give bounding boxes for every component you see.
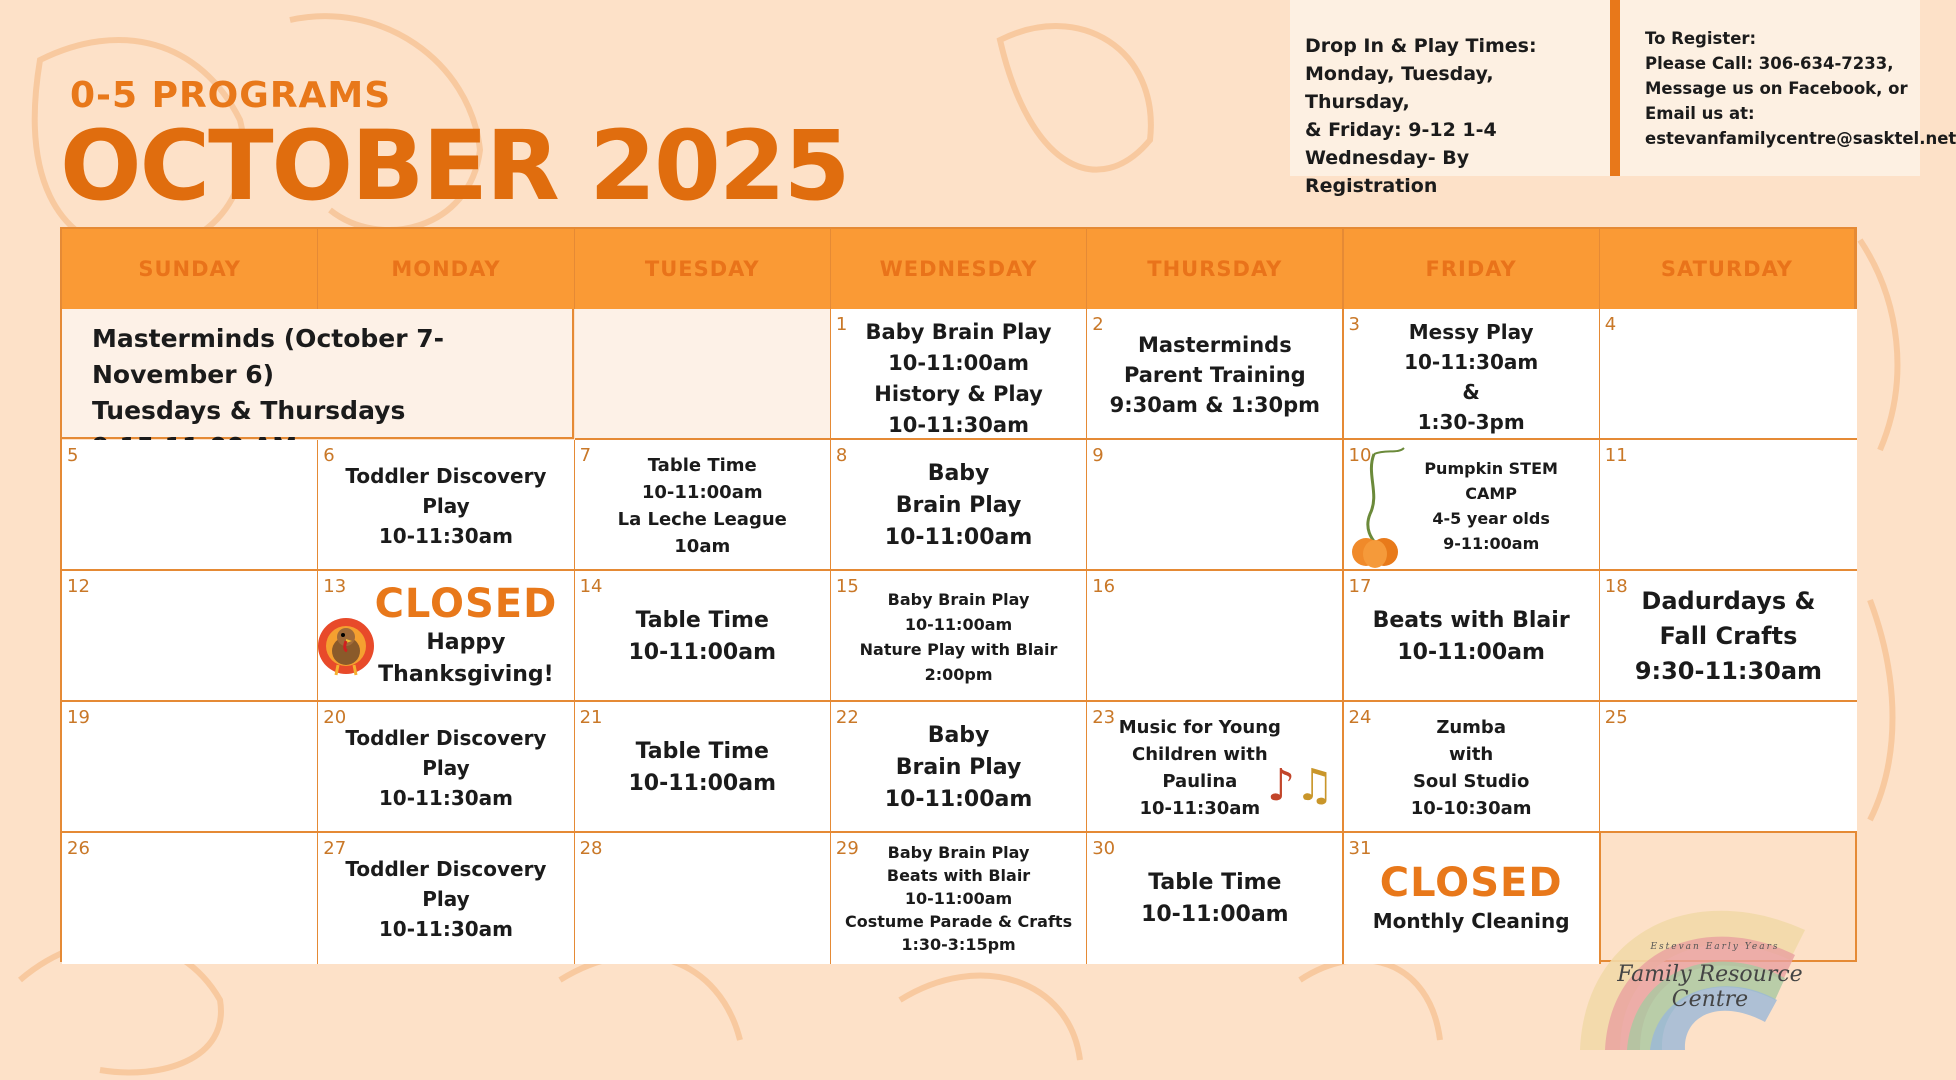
day-number: 6	[323, 445, 335, 466]
day-number: 1	[835, 314, 848, 335]
day-number: 16	[1092, 576, 1116, 597]
day-number: 25	[1604, 707, 1628, 728]
day-cell	[318, 833, 575, 964]
event-line: 9:30-11:30am	[1634, 657, 1823, 685]
event-line: Play	[422, 755, 470, 780]
event-line: CAMP	[1465, 483, 1518, 503]
day-cell	[1087, 440, 1344, 571]
logo-script-text: Family Resource Centre	[1617, 962, 1803, 1012]
day-cell	[1600, 702, 1857, 833]
event-text	[1600, 584, 1857, 689]
event-text	[1087, 867, 1342, 931]
day-number: 15	[835, 576, 859, 597]
day-header-friday: FRIDAY	[1344, 229, 1601, 309]
day-number: 10	[1348, 445, 1372, 466]
day-header-sunday: SUNDAY	[62, 229, 319, 309]
event-line: 10-11:00am	[628, 639, 777, 665]
event-line: Monthly Cleaning	[1372, 908, 1570, 933]
day-header-wednesday: WEDNESDAY	[831, 229, 1088, 309]
event-line: 10-11:00am	[904, 614, 1013, 634]
closed-label: CLOSED	[374, 580, 558, 627]
day-number: 9	[1092, 445, 1104, 466]
day-cell	[575, 309, 832, 440]
day-number: 8	[835, 445, 848, 466]
event-text	[318, 461, 573, 551]
register-line: Message us on Facebook, or	[1645, 79, 1908, 98]
masterminds-banner	[62, 309, 574, 439]
pumpkin-icon	[1346, 444, 1406, 569]
event-line: Beats with Blair	[886, 866, 1031, 885]
drop-in-line: & Friday: 9-12 1-4	[1305, 119, 1497, 141]
day-cell	[831, 702, 1088, 833]
event-line: 10-11:00am	[628, 770, 777, 796]
event-line: 10-11:00am	[641, 481, 763, 503]
logo-small-text: Estevan Early Years	[1650, 942, 1780, 952]
day-cell	[1344, 702, 1601, 833]
drop-in-line: Wednesday- By Registration	[1305, 147, 1470, 197]
day-number: 5	[67, 445, 79, 466]
day-number: 23	[1092, 707, 1116, 728]
register-line: Please Call: 306-634-7233,	[1645, 54, 1894, 73]
day-number: 28	[579, 838, 603, 859]
event-line: Baby Brain Play	[887, 589, 1030, 609]
event-line: 10-11:30am	[378, 916, 514, 941]
event-line: Brain Play	[895, 492, 1022, 518]
event-line: 10-11:30am	[378, 785, 514, 810]
day-number: 12	[67, 576, 90, 597]
day-number: 18	[1604, 576, 1628, 597]
day-cell	[62, 833, 319, 964]
event-line: Music for Young	[1118, 716, 1281, 738]
event-line: Toddler Discovery	[345, 463, 547, 488]
month-title: OCTOBER 2025	[60, 110, 849, 222]
day-header-thursday: THURSDAY	[1087, 229, 1344, 309]
day-cell	[318, 571, 575, 702]
event-line: Children with	[1132, 743, 1268, 765]
day-cell	[62, 571, 319, 702]
event-line: Dadurdays &	[1641, 587, 1816, 615]
day-number: 20	[323, 707, 347, 728]
event-line: Parent Training	[1123, 362, 1306, 387]
register-info-box	[1620, 0, 1956, 176]
event-line: 1:30-3pm	[1417, 410, 1525, 434]
event-text	[358, 581, 573, 691]
event-line: 9:30am & 1:30pm	[1109, 392, 1321, 417]
day-number: 24	[1348, 707, 1372, 728]
event-line: 4-5 year olds	[1432, 508, 1550, 528]
event-line: 10-11:00am	[884, 524, 1033, 550]
event-line: Masterminds	[1137, 332, 1292, 357]
day-cell	[831, 571, 1088, 702]
register-email: estevanfamilycentre@sasktel.net	[1645, 129, 1956, 148]
event-line: Thanksgiving!	[378, 661, 554, 687]
drop-in-times-box	[1290, 0, 1610, 197]
event-line: Toddler Discovery	[345, 725, 547, 750]
day-number: 30	[1092, 838, 1116, 859]
event-line: Costume Parade & Crafts	[844, 912, 1073, 931]
day-number: 2	[1092, 314, 1104, 335]
event-line: 10-11:00am	[1141, 901, 1289, 927]
day-number: 22	[835, 707, 859, 728]
day-cell	[1344, 309, 1601, 440]
event-line: Baby	[927, 460, 990, 486]
day-cell	[575, 833, 832, 964]
music-notes-icon: ♪♫	[1266, 760, 1335, 811]
day-cell	[831, 440, 1088, 571]
event-line: Table Time	[647, 454, 757, 476]
event-line: Table Time	[635, 738, 769, 764]
event-text	[575, 605, 830, 669]
day-number: 17	[1348, 576, 1372, 597]
event-line: 9-11:00am	[1443, 533, 1540, 553]
event-line: Nature Play with Blair	[859, 639, 1058, 659]
day-cell	[1344, 833, 1601, 964]
event-line: 10-11:30am	[1404, 350, 1539, 374]
event-line: Paulina	[1162, 770, 1238, 792]
event-line: 2:00pm	[924, 664, 993, 684]
closed-label: CLOSED	[1379, 859, 1563, 906]
day-cell	[575, 702, 832, 833]
day-cell	[1344, 440, 1601, 571]
event-text	[575, 452, 830, 560]
event-line: Pumpkin STEM	[1424, 458, 1558, 478]
day-cell	[1087, 571, 1344, 702]
event-text	[318, 854, 573, 944]
day-cell	[831, 833, 1088, 964]
day-cell	[62, 440, 319, 571]
day-cell	[1600, 440, 1857, 571]
event-line: 10-11:30am	[888, 413, 1029, 437]
day-cell	[575, 571, 832, 702]
event-text	[1344, 714, 1599, 822]
event-text	[831, 720, 1086, 816]
calendar-grid	[60, 227, 1857, 962]
family-resource-centre-logo	[1565, 870, 1835, 1060]
event-text	[1087, 330, 1342, 420]
event-line: Soul Studio	[1412, 770, 1530, 792]
event-line: La Leche League	[617, 508, 787, 530]
info-divider	[1610, 0, 1620, 176]
day-number: 7	[579, 445, 592, 466]
day-cell	[1344, 571, 1601, 702]
event-line: History & Play	[874, 382, 1043, 406]
day-cell	[575, 440, 832, 571]
day-cell	[318, 440, 575, 571]
event-line: Beats with Blair	[1372, 607, 1570, 633]
event-text	[831, 458, 1086, 554]
day-number: 31	[1348, 838, 1372, 859]
day-number: 13	[323, 576, 347, 597]
event-line: &	[1462, 380, 1480, 404]
event-text	[831, 587, 1086, 687]
banner-line: Tuesdays & Thursdays	[92, 396, 406, 425]
banner-line: Masterminds (October 7-November 6)	[92, 324, 445, 389]
programs-subtitle: 0-5 PROGRAMS	[70, 75, 392, 116]
event-line: Baby Brain Play	[887, 843, 1030, 862]
event-line: 10-11:00am	[884, 786, 1033, 812]
drop-in-line: Monday, Tuesday, Thursday,	[1305, 63, 1494, 113]
day-cell	[318, 702, 575, 833]
event-line: Toddler Discovery	[345, 856, 547, 881]
day-number: 27	[323, 838, 347, 859]
day-number: 19	[67, 707, 90, 728]
event-line: 10-11:00am	[904, 889, 1013, 908]
day-cell	[62, 702, 319, 833]
event-text	[831, 317, 1086, 441]
turkey-icon	[316, 601, 386, 701]
event-line: 1:30-3:15pm	[901, 935, 1016, 954]
day-header-tuesday: TUESDAY	[575, 229, 832, 309]
event-text	[1344, 860, 1599, 936]
event-line: with	[1449, 743, 1494, 765]
event-line: Baby	[927, 722, 990, 748]
register-line: To Register:	[1645, 29, 1757, 48]
day-header-saturday: SATURDAY	[1600, 229, 1856, 309]
event-line: 10-11:30am	[378, 523, 514, 548]
event-line: Brain Play	[895, 754, 1022, 780]
day-number: 21	[579, 707, 603, 728]
day-number: 4	[1604, 314, 1617, 335]
event-line: Table Time	[635, 607, 769, 633]
day-cell	[1087, 702, 1344, 833]
event-text	[831, 841, 1086, 956]
event-line: 10am	[674, 535, 731, 557]
event-line: 10-10:30am	[1410, 797, 1532, 819]
event-text	[575, 736, 830, 800]
event-text	[1344, 317, 1599, 437]
event-text	[318, 723, 573, 813]
day-number: 29	[835, 838, 859, 859]
day-number: 3	[1348, 314, 1360, 335]
event-line: Table Time	[1148, 869, 1282, 895]
day-header-monday: MONDAY	[318, 229, 575, 309]
event-line: Play	[422, 886, 470, 911]
day-cell	[831, 309, 1088, 440]
event-line: Baby Brain Play	[865, 320, 1052, 344]
event-text	[1344, 605, 1599, 669]
event-line: Messy Play	[1408, 320, 1534, 344]
event-text	[1384, 456, 1599, 556]
day-number: 14	[579, 576, 603, 597]
day-number: 11	[1604, 445, 1628, 466]
day-cell	[1087, 309, 1344, 440]
event-line: 10-11:00am	[1397, 639, 1545, 665]
event-line: Zumba	[1436, 716, 1506, 738]
event-line: 10-11:30am	[1139, 797, 1261, 819]
event-line: Play	[422, 493, 470, 518]
event-line: Fall Crafts	[1659, 622, 1798, 650]
event-line: Happy	[426, 629, 506, 655]
day-cell	[1600, 571, 1857, 702]
drop-in-line: Drop In & Play Times:	[1305, 35, 1537, 57]
register-line: Email us at:	[1645, 104, 1755, 123]
day-number: 26	[67, 838, 90, 859]
day-cell	[1600, 309, 1857, 440]
day-cell	[1087, 833, 1344, 964]
event-line: 10-11:00am	[888, 351, 1029, 375]
